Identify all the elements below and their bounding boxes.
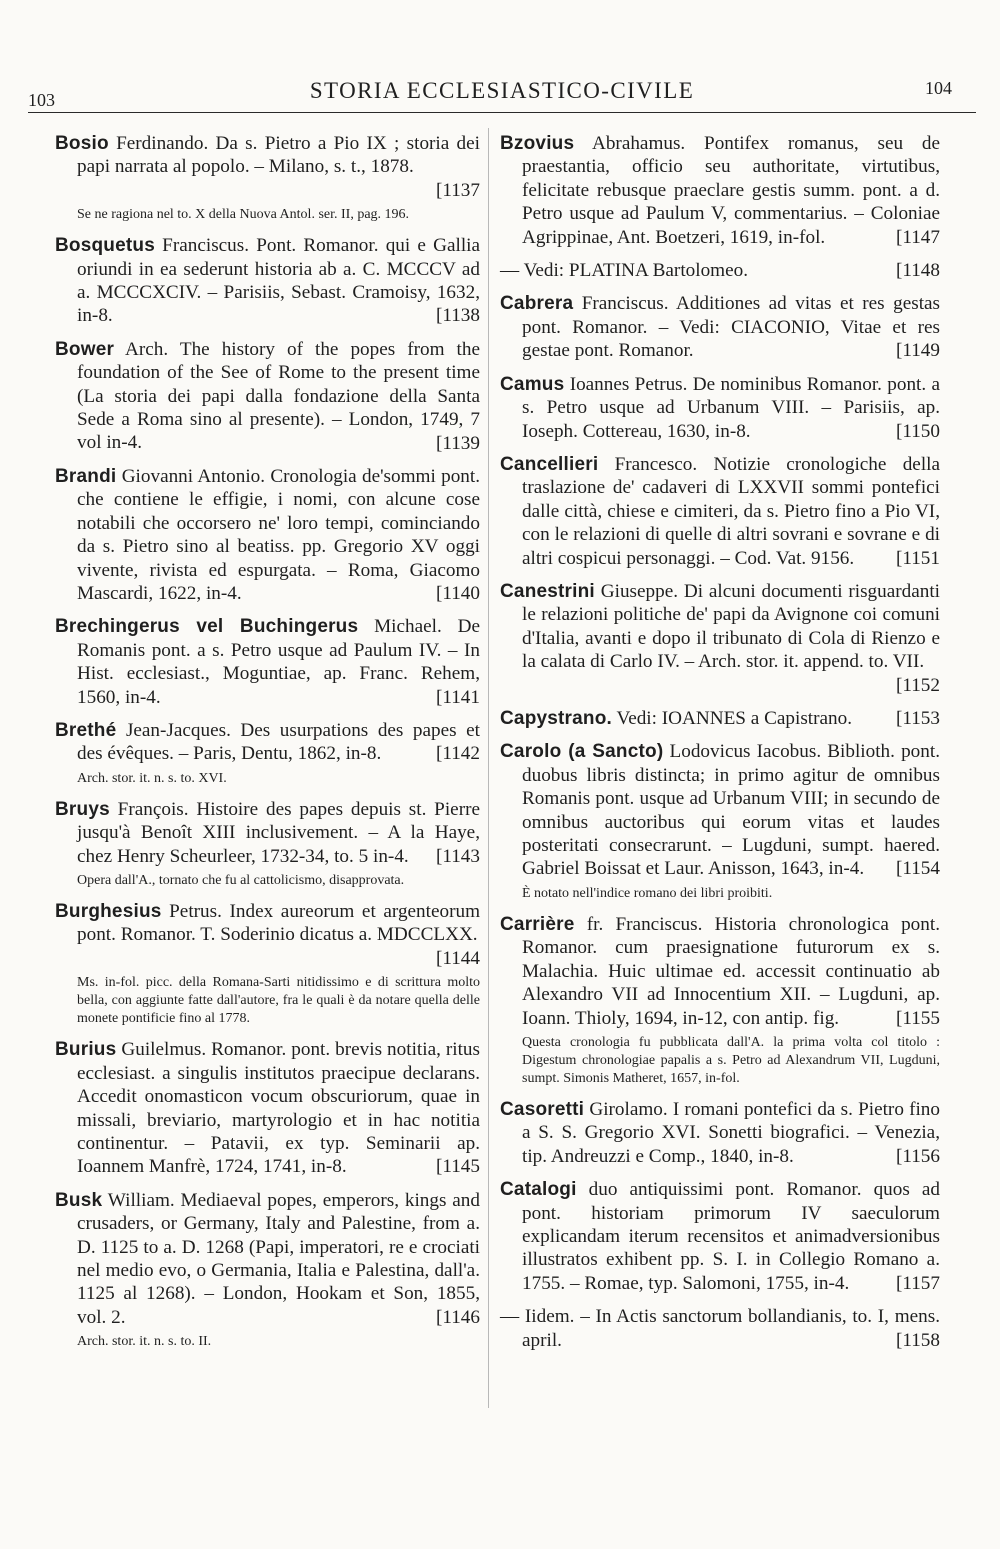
entry-number: [1146 <box>435 1306 480 1328</box>
bibliography-entry <box>500 1305 940 1352</box>
entry-number: [1147 <box>895 226 940 248</box>
entry-text: — Iidem. – In Actis sanctorum bollandianis, to. I, mens. april. <box>500 1306 940 1351</box>
entry-number: [1156 <box>895 1145 940 1167</box>
entry-note: Questa cronologia fu pubblicata dall'A. la prima volta col titolo : Digestum chronologiae papalis a s. Petro ad Alexandrum VII, Lugduni, sumpt. Simonis Matheret, 1657, in-fol. <box>522 1034 940 1086</box>
entry-text: Abrahamus. Pontifex romanus, seu de praestantia, officio seu authoritate, virtutibus, felicitate rebusque praeclare gestis summ. pont. a d. Petro usque ad Paulum V, commentarius. – Coloniae Agrippinae, Ant. Boetzeri, 1619, in-fol. <box>522 133 940 248</box>
entry-author: Carrière <box>500 913 575 935</box>
entry-body <box>55 1038 480 1178</box>
entry-note: È notato nell'indice romano dei libri proibiti. <box>522 885 773 901</box>
entry-number: [1157 <box>895 1272 940 1294</box>
entry-text: Ferdinando. Da s. Pietro a Pio IX ; storia dei papi narrata al popolo. – Milano, s. t., 1878. <box>77 133 480 178</box>
entry-note: Arch. stor. it. n. s. to. II. <box>77 1334 212 1350</box>
page-number-right: 104 <box>925 78 952 98</box>
entry-text: William. Mediaeval popes, emperors, kings and crusaders, or Germany, Italy and Palestine, from a. D. 1125 to a. D. 1268 (Papi, imperatori, re e crociati nel medio evo, o Germania, Italia e Palestina, dall'a. 1125 al 1268). – London, Hookam et Son, 1855, vol. 2. <box>77 1189 480 1328</box>
entry-author: Brethé <box>55 720 117 741</box>
entry-text: Petrus. Index aureorum et argenteorum pont. Romanor. T. Soderinio dicatus a. MDCCLXX. <box>77 901 480 946</box>
entry-body <box>55 900 480 947</box>
bibliography-entry <box>500 1178 940 1295</box>
bibliography-entry <box>55 338 480 455</box>
entry-number: [1141 <box>435 686 480 708</box>
entry-author: Brechingerus vel Buchingerus <box>55 616 359 638</box>
entry-note: Ms. in-fol. picc. della Romana-Sarti nitidissimo e di scrittura molto bella, con aggiunte fatte dall'autore, fra le quali è da notare quella delle monete pontificie fino al 1778. <box>77 975 480 1027</box>
entry-author: Bruys <box>55 798 110 820</box>
entry-author: Brandi <box>55 465 117 487</box>
entry-number: [1148 <box>895 260 940 282</box>
entry-body <box>500 580 940 674</box>
entry-text: Franciscus. Additiones ad vitas et res gestas pont. Romanor. – Vedi: CIACONIO, Vitae et res gestae pont. Romanor. <box>522 293 941 362</box>
entry-text: Michael. De Romanis pont. a s. Petro usque ad Paulum IV. – In Hist. ecclesiast., Moguntiae, ap. Franc. Rehem, 1560, in-4. <box>77 616 480 708</box>
bibliography-entry <box>500 580 940 697</box>
entry-body <box>500 259 940 282</box>
bibliography-entry <box>500 373 940 443</box>
entry-text: Guilelmus. Romanor. pont. brevis notitia, ritus ecclesiast. a singulis institutos praecipue declarans. Accedit onomasticon vocum obscuriorum, quae in missali, breviario, martyrologio et in hac notitia continentur. – Patavii, ex typ. Seminarii ap. Ioannem Manfrè, 1724, 1741, in-8. <box>77 1039 480 1178</box>
entry-body <box>500 292 940 362</box>
entry-body <box>500 1178 940 1295</box>
entry-body <box>55 465 480 605</box>
entry-text: Girolamo. I romani pontefici da s. Pietro fino a S. S. Gregorio XVI. Sonetti biografici. – Venezia, tip. Andreuzzi e Comp., 1840, in-8. <box>522 1098 940 1167</box>
entry-author: Carolo (a Sancto) <box>500 741 664 763</box>
entry-text: Vedi: IOANNES a Capistrano. <box>616 708 853 730</box>
entry-text: fr. Franciscus. Historia chronologica pont. Romanor. cum praesignatione futurorum ex s. Malachia. Huic ultimae ed. accessit continuatio ab Alexandro VII ad Innocentium XII. – Lugduni, ap. Ioann. Thioly, 1694, in-12, con antip. fig. <box>522 913 940 1029</box>
entry-body <box>55 719 480 766</box>
entry-text: Franciscus. Pont. Romanor. qui e Gallia oriundi in ea sederunt historia ab a. C. MCCCV ad a. MCCCXCIV. – Parisiis, Sebast. Cramoisy, 1632, in-8. <box>77 235 480 327</box>
bibliography-entry <box>500 913 940 1088</box>
right-column <box>500 132 940 1362</box>
entry-body <box>55 338 480 455</box>
entry-text: Francesco. Notizie cronologiche della traslazione de' cadaveri di LXXVII sommi pontefici dalle città, chiese e cimiteri, da s. Pietro fino a Pio VI, con le relazioni di quelle di altri sovrani e sovrane e di altri cospicui personaggi. – Cod. Vat. 9156. <box>522 453 940 569</box>
entry-body <box>500 453 940 570</box>
entry-author: Canestrini <box>500 580 595 602</box>
bibliography-entry <box>55 719 480 788</box>
entry-note: Arch. stor. it. n. s. to. XVI. <box>77 770 227 786</box>
entry-body <box>500 740 940 880</box>
entry-number: [1150 <box>895 420 940 442</box>
running-header <box>28 72 976 113</box>
entry-number: [1139 <box>435 432 480 454</box>
entry-body <box>55 798 480 868</box>
entry-number: [1152 <box>895 674 940 696</box>
entry-text: Jean-Jacques. Des usurpations des papes et des évêques. – Paris, Dentu, 1862, in-8. <box>77 720 481 765</box>
entry-author: Burius <box>55 1039 117 1061</box>
entry-author: Camus <box>500 373 565 395</box>
entry-author: Cabrera <box>500 293 574 315</box>
entry-number: [1155 <box>895 1007 940 1029</box>
page-number-left: 103 <box>28 90 55 110</box>
entry-author: Catalogi <box>500 1179 577 1201</box>
entry-body <box>500 1098 940 1168</box>
bibliography-entry <box>500 132 940 249</box>
entry-author: Busk <box>55 1189 103 1211</box>
entry-number: [1154 <box>895 858 940 880</box>
entry-number: [1143 <box>435 845 480 867</box>
entry-number: [1151 <box>895 547 940 569</box>
entry-number: [1144 <box>435 947 480 969</box>
entry-body <box>55 132 480 179</box>
entry-note: Se ne ragiona nel to. X della Nuova Antol. ser. II, pag. 196. <box>77 207 410 223</box>
bibliography-entry <box>500 292 940 362</box>
entry-body <box>55 234 480 328</box>
entry-body <box>500 913 940 1030</box>
bibliography-entry <box>55 234 480 328</box>
entry-number: [1137 <box>435 179 480 201</box>
entry-number: [1138 <box>435 305 480 327</box>
entry-number: [1142 <box>435 743 480 765</box>
bibliography-entry <box>500 259 940 282</box>
bibliography-entry <box>500 1098 940 1168</box>
bibliography-entry <box>55 132 480 224</box>
entry-body <box>500 1305 940 1352</box>
entry-author: Bosio <box>55 133 109 154</box>
entry-text: duo antiquissimi pont. Romanor. quos ad pont. historiam primorum IV saeculorum explicandam iterum recensitos et animadversionibus illustratos exhibent pp. S. I. in Collegio Romano a. 1755. – Romae, typ. Salomoni, 1755, in-4. <box>522 1179 940 1294</box>
entry-body <box>500 132 940 249</box>
entry-author: Bzovius <box>500 133 575 154</box>
bibliography-entry <box>55 1038 480 1178</box>
entry-author: Capystrano. <box>500 708 613 730</box>
entry-body <box>500 707 940 730</box>
left-column <box>55 132 480 1361</box>
entry-author: Bower <box>55 338 115 360</box>
entry-text: — Vedi: PLATINA Bartolomeo. <box>500 260 749 282</box>
entry-author: Bosquetus <box>55 235 155 257</box>
entry-body <box>500 373 940 443</box>
entry-number: [1140 <box>435 582 480 604</box>
bibliography-entry <box>55 900 480 1028</box>
entry-text: François. Histoire des papes depuis st. Pierre jusqu'à Benoît XIII inclusivement. – A la Haye, chez Henry Scheurleer, 1732-34, to. 5 in-4. <box>77 798 480 867</box>
entry-text: Arch. The history of the popes from the foundation of the See of Rome to the present time (La storia dei papi dalla fondazione della Santa Sede a Roma sino al presente). – London, 1749, 7 vol in-4. <box>77 338 480 454</box>
bibliography-entry <box>55 465 480 605</box>
entry-text: Giuseppe. Di alcuni documenti risguardanti le relazioni politiche de' papi da Avignone coi comuni d'Italia, avanti e dopo il tribunato di Cola di Rienzo e la calata di Carlo IV. – Arch. stor. it. append. to. VII. <box>522 580 941 673</box>
column-divider <box>488 128 489 1408</box>
entry-body <box>55 1189 480 1329</box>
entry-number: [1158 <box>895 1329 940 1351</box>
bibliography-entry <box>55 798 480 890</box>
entry-body <box>55 615 480 709</box>
entry-author: Casoretti <box>500 1098 585 1120</box>
entry-number: [1153 <box>895 708 940 730</box>
bibliography-entry <box>500 740 940 902</box>
entry-text: Lodovicus Iacobus. Biblioth. pont. duobus libris distincta; in primo agitur de omnibus Romanis pont. usque ad Urbanum VIII; in secundo de omnibus auctoribus qui eorum vitas et laudes posteritati consecrarunt. – Lugduni, sumpt. haered. Gabriel Boissat et Laur. Anisson, 1643, in-4. <box>522 741 940 880</box>
entry-author: Cancellieri <box>500 453 599 475</box>
running-title: STORIA ECCLESIASTICO-CIVILE <box>309 78 695 103</box>
entry-author: Burghesius <box>55 901 162 923</box>
entry-text: Giovanni Antonio. Cronologia de'sommi pont. che contiene le effigie, i nomi, con alcune cose notabili che occorsero ne' loro tempi, cominciando da s. Pietro sino al beatiss. pp. Gregorio XV oggi vivente, rivista ed espurgata. – Roma, Giacomo Mascardi, 1622, in-4. <box>77 465 481 604</box>
entry-note: Opera dall'A., tornato che fu al cattolicismo, disapprovata. <box>77 873 405 889</box>
entry-number: [1149 <box>895 340 940 362</box>
bibliography-entry <box>500 453 940 570</box>
entry-text: Ioannes Petrus. De nominibus Romanor. pont. a s. Petro usque ad Urbanum VIII. – Parisiis, ap. Ioseph. Cottereau, 1630, in-8. <box>522 373 941 442</box>
bibliography-entry <box>55 615 480 709</box>
entry-number: [1145 <box>435 1156 480 1178</box>
bibliography-entry <box>55 1189 480 1351</box>
bibliography-entry <box>500 707 940 730</box>
